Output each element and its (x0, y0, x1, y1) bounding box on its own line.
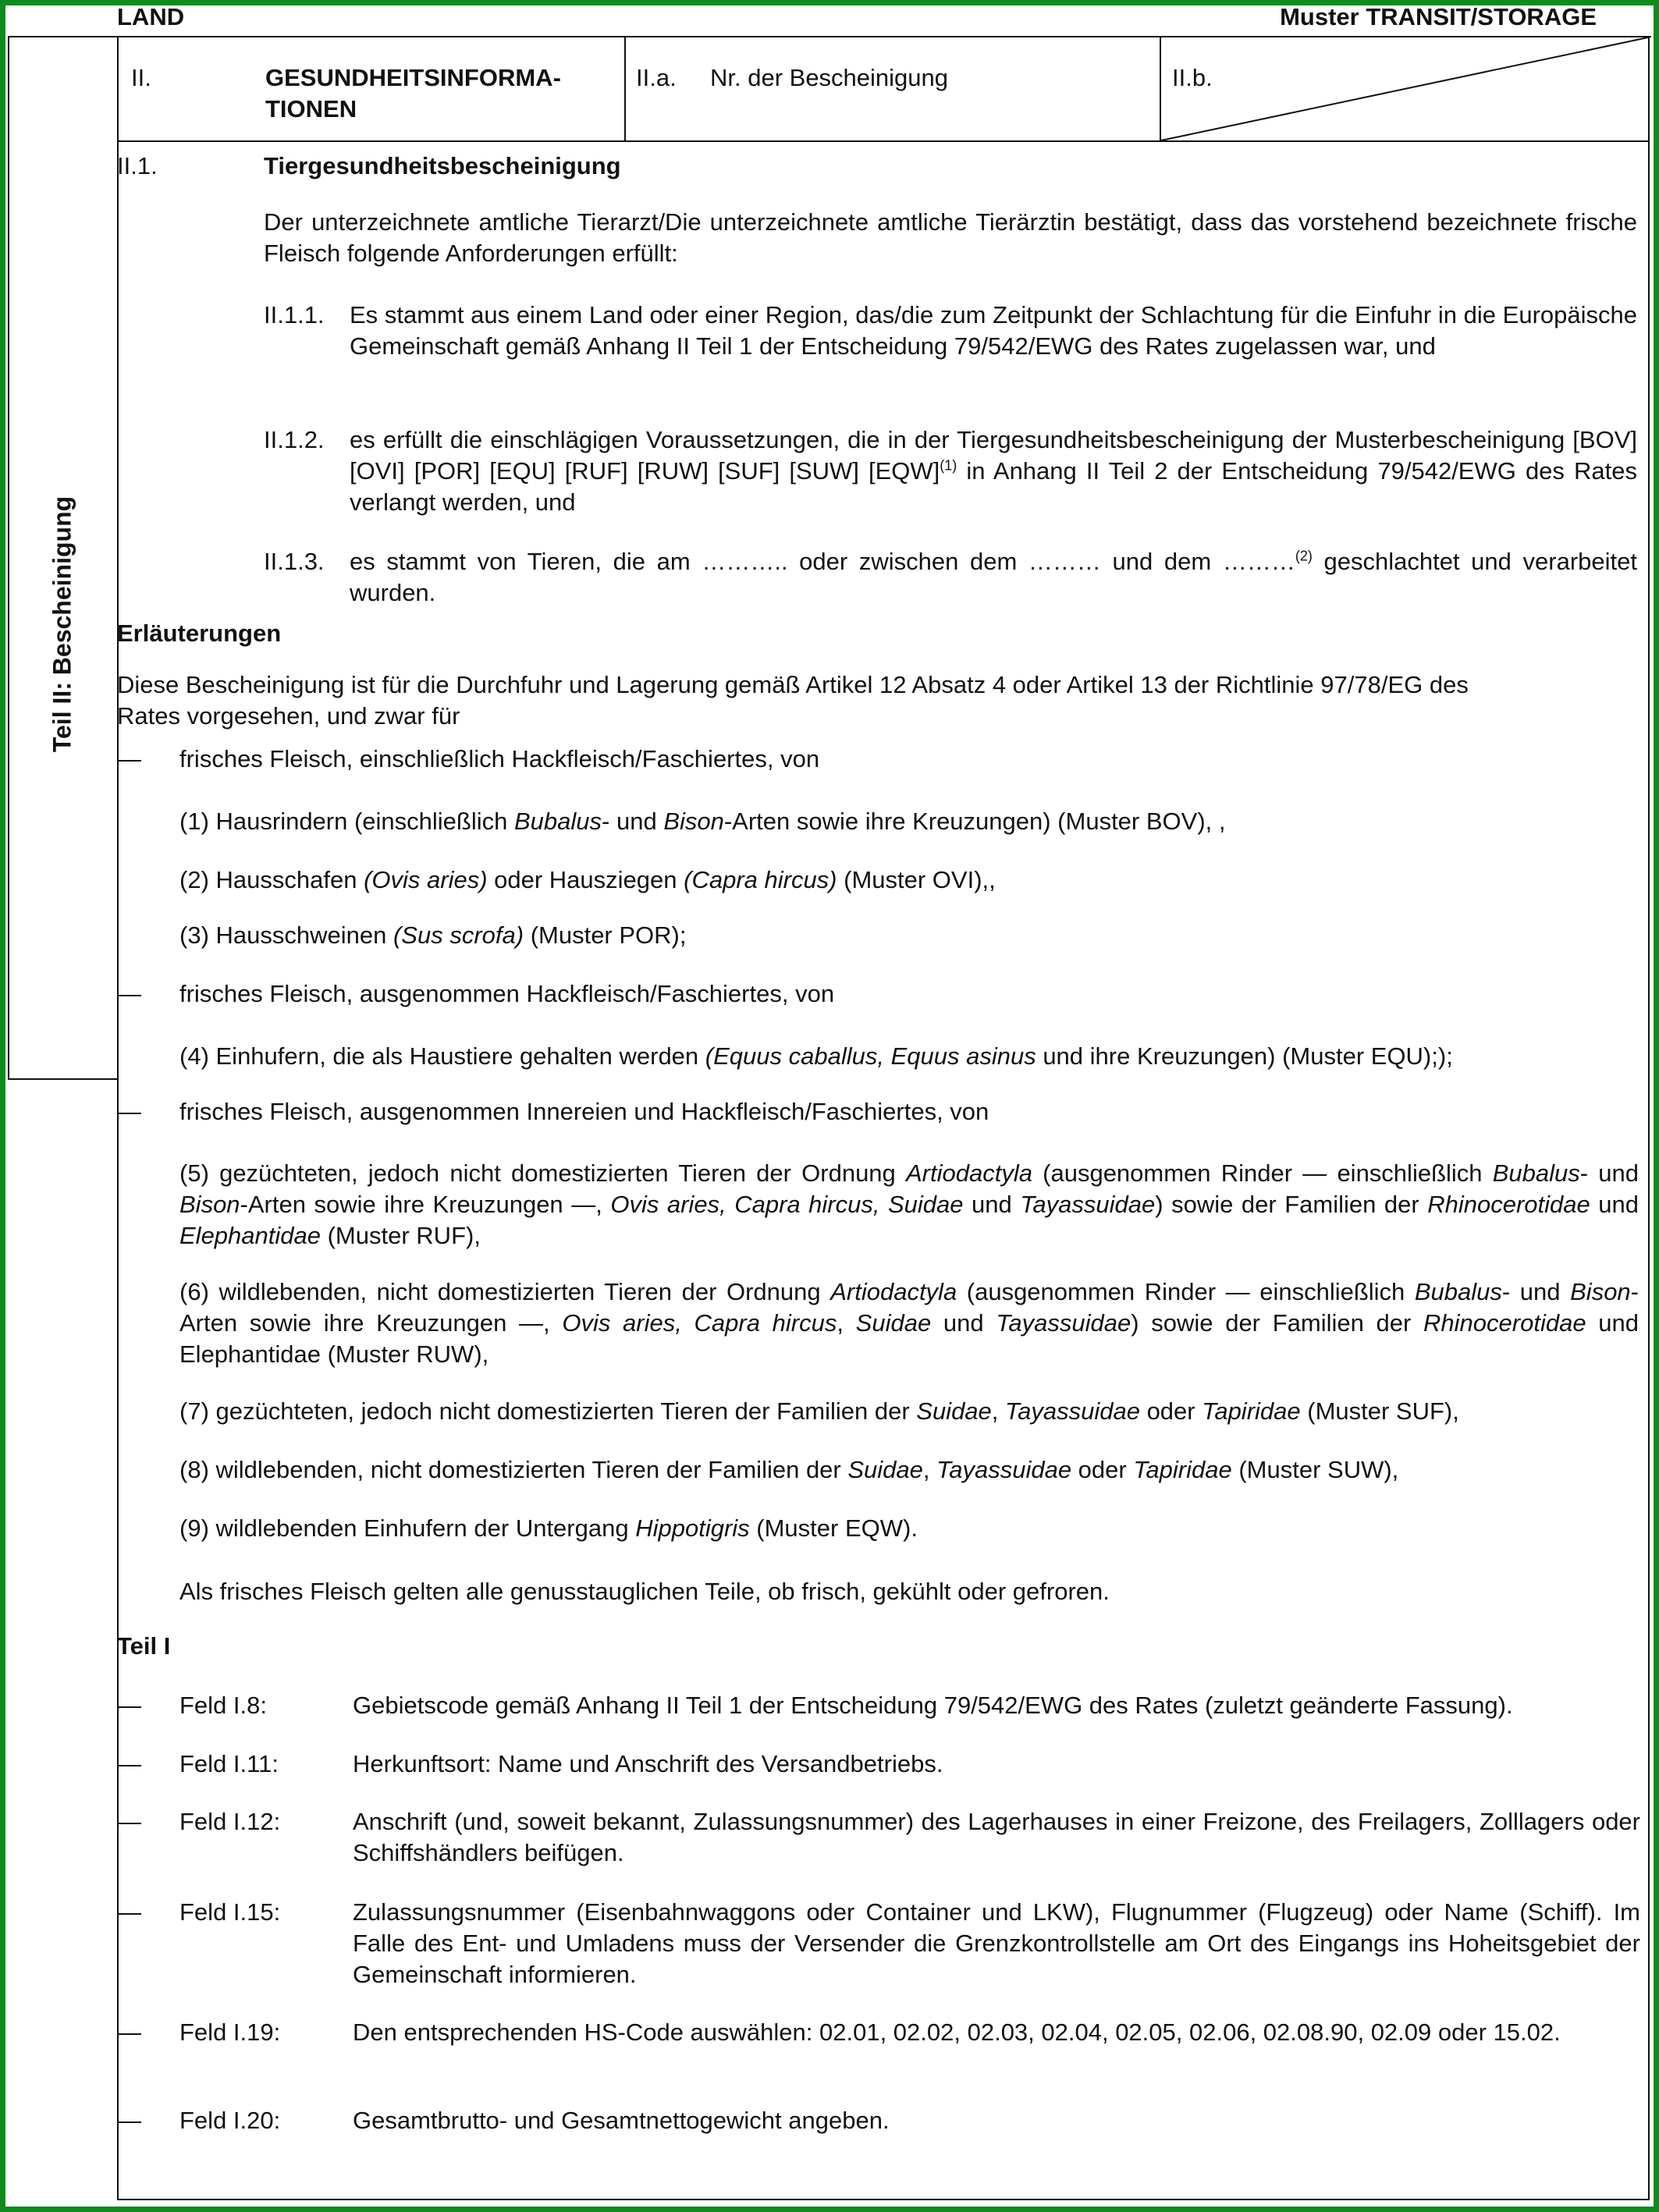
field-label-5: Feld I.20: (179, 2107, 281, 2134)
species-5: (5) gezüchteten, jedoch nicht domestizierten Tieren der Ordnung Artiodactyla (ausgenommen Rinder — einschließlich Bubalus- und Bison-Arten sowie ihre Kreuzungen —, Ovis aries, Capra hircus, Suidae und Tayassuidae) sowie der Familien der Rhinocerotidae und Elephantidae (Muster RUF), (179, 1159, 1639, 1249)
species-4: (4) Einhufern, die als Haustiere gehalten werden (Equus caballus, Equus asinus und ihre Kreuzungen) (Muster EQU);); (179, 1042, 1453, 1070)
field-dash-0: — (117, 1692, 141, 1719)
field-dash-1: — (117, 1750, 141, 1777)
section-number: II. (131, 64, 151, 91)
dash-1: — (117, 745, 141, 772)
section-title-line1: GESUNDHEITSINFORMA- (265, 64, 561, 91)
field-text-2: Anschrift (und, soweit bekannt, Zulassungsnummer) des Lagerhauses in einer Freizone, des Freilagers, Zolllagers oder Schiffshändlers beifügen. (353, 1808, 1640, 1866)
fresh-meat-note: Als frisches Fleisch gelten alle genusstauglichen Teile, ob frisch, gekühlt oder gefroren. (179, 1578, 1110, 1605)
species-3: (3) Hausschweinen (Sus scrofa) (Muster POR); (179, 921, 687, 949)
field-text-4: Den entsprechenden HS-Code auswählen: 02.01, 02.02, 02.03, 02.04, 02.05, 02.06, 02.08.90, 02.09 oder 15.02. (353, 2018, 1561, 2046)
ii11-number: II.1.1. (264, 301, 325, 328)
field-text-0: Gebietscode gemäß Anhang II Teil 1 der Entscheidung 79/542/EWG des Rates (zuletzt geänderte Fassung). (353, 1692, 1513, 1719)
species-8: (8) wildlebenden, nicht domestizierten Tieren der Familien der Suidae, Tayassuidae oder Tapiridae (Muster SUW), (179, 1456, 1399, 1483)
sidebar-left-border (8, 36, 9, 1079)
ii12-text: es erfüllt die einschlägigen Voraussetzungen, die in der Tiergesundheitsbescheinigung der Musterbescheinigung [BOV] [OVI] [POR] [EQU] [RUF] [RUW] [SUF] [SUW] [EQW]$^{(1)}$ in Anhang II Teil 2 der Entscheidung 79/542/EWG des Rates verlangt werden, und (350, 426, 1637, 516)
right-border (1648, 36, 1650, 2200)
dash-2: — (117, 980, 141, 1007)
field-text-1: Herkunftsort: Name und Anschrift des Versandbetriebs. (353, 1750, 943, 1777)
iib-number: II.b. (1172, 64, 1213, 91)
species-2: (2) Hausschafen (Ovis aries) oder Hausziegen (Capra hircus) (Muster OVI),, (179, 866, 996, 893)
group1-text: frisches Fleisch, einschließlich Hackfleisch/Faschiertes, von (179, 745, 820, 772)
field-label-0: Feld I.8: (179, 1692, 267, 1719)
field-label-3: Feld I.15: (179, 1898, 281, 1926)
ii13-text: es stammt von Tieren, die am ……….. oder zwischen dem ……… und dem ………$^{(2)}$ geschlachtet und verarbeitet wurden. (350, 548, 1637, 606)
ii13-number: II.1.3. (264, 548, 325, 575)
species-1: (1) Hausrindern (einschließlich Bubalus- und Bison-Arten sowie ihre Kreuzungen) (Muster BOV), , (179, 808, 1226, 835)
field-dash-2: — (117, 1808, 141, 1835)
header-land: LAND (117, 3, 185, 30)
iia-number: II.a. (636, 64, 677, 91)
species-6: (6) wildlebenden, nicht domestizierten Tieren der Ordnung Artiodactyla (ausgenommen Rinder — einschließlich Bubalus- und Bison-Arten sowie ihre Kreuzungen —, Ovis aries, Capra hircus, Suidae und Tayassuidae) sowie der Familien der Rhinocerotidae und Elephantidae (Muster RUW), (179, 1278, 1639, 1368)
species-7: (7) gezüchteten, jedoch nicht domestizierten Tieren der Familien der Suidae, Tayassuidae oder Tapiridae (Muster SUF), (179, 1397, 1459, 1425)
field-text-3: Zulassungsnummer (Eisenbahnwaggons oder Container und LKW), Flugnummer (Flugzeug) oder Name (Schiff). Im Falle des Ent- und Umladens muss der Versender die Grenzkontrollstelle am Ort des Eingangs ins Hoheitsgebiet der Gemeinschaft informieren. (353, 1898, 1640, 1988)
top-row-bottom-border (117, 140, 1650, 142)
ii1-number: II.1. (117, 152, 158, 179)
ii1-intro: Der unterzeichnete amtliche Tierarzt/Die unterzeichnete amtliche Tierärztin bestätigt, dass das vorstehend bezeichnete frische Fleisch folgende Anforderungen erfüllt: (264, 208, 1637, 267)
teil1-title: Teil I (117, 1632, 171, 1660)
ii12-number: II.1.2. (264, 426, 325, 453)
field-dash-5: — (117, 2107, 141, 2134)
field-dash-4: — (117, 2018, 141, 2046)
iia-label: Nr. der Bescheinigung (710, 64, 949, 91)
field-text-5: Gesamtbrutto- und Gesamtnettogewicht angeben. (353, 2107, 890, 2134)
col-iia-left-border (624, 36, 626, 142)
notes-intro: Diese Bescheinigung ist für die Durchfuhr und Lagerung gemäß Artikel 12 Absatz 4 oder Artikel 13 der Richtlinie 97/78/EG des Rates vorgesehen, und zwar für (117, 671, 1469, 730)
section-title-line2: TIONEN (265, 95, 357, 122)
species-9: (9) wildlebenden Einhufern der Untergang Hippotigris (Muster EQW). (179, 1514, 918, 1542)
ii1-title: Tiergesundheitsbescheinigung (264, 152, 621, 179)
field-label-1: Feld I.11: (179, 1750, 279, 1777)
group3-text: frisches Fleisch, ausgenommen Innereien und Hackfleisch/Faschiertes, von (179, 1098, 989, 1125)
header-model: Muster TRANSIT/STORAGE (1280, 3, 1597, 30)
bottom-border (117, 2199, 1650, 2200)
dash-3: — (117, 1098, 141, 1125)
field-dash-3: — (117, 1898, 141, 1926)
sidebar-label-text: Teil II: Bescheinigung (48, 495, 76, 753)
field-label-2: Feld I.12: (179, 1808, 281, 1835)
iib-diagonal-line (1161, 37, 1648, 140)
field-label-4: Feld I.19: (179, 2018, 281, 2046)
ii11-text: Es stammt aus einem Land oder einer Region, das/die zum Zeitpunkt der Schlachtung für die Einfuhr in die Europäische Gemeinschaft gemäß Anhang II Teil 1 der Entscheidung 79/542/EWG des Rates zugelassen war, und (350, 301, 1637, 360)
notes-title: Erläuterungen (117, 620, 282, 647)
sidebar-bottom-border (8, 1078, 117, 1080)
group2-text: frisches Fleisch, ausgenommen Hackfleisch/Faschiertes, von (179, 980, 835, 1007)
